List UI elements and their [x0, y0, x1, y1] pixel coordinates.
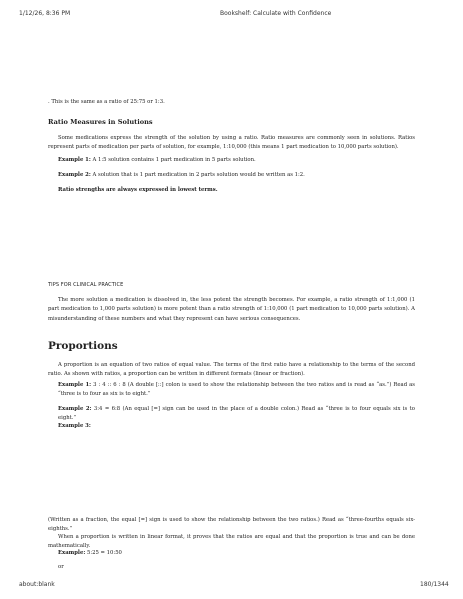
- ratio-note-text: Ratio strengths are always expressed in lowest terms.: [58, 187, 218, 193]
- example-1-text: A 1:5 solution contains 1 part medication in 5 parts solution.: [90, 157, 256, 163]
- proportions-paragraph: A proportion is an equation of two ratios of equal value. The terms of the first ratio have a relationship to the terms of the second ratio. As shown with ratios, a proportion can be written in different formats (linear or fraction).: [48, 362, 415, 378]
- linear-paragraph: When a proportion is written in linear format, it proves that the ratios are equal and that the proportion is true and can be done mathematically.: [48, 534, 415, 550]
- example-2-text: A solution that is 1 part medication in 2 parts solution would be written as 1:2.: [90, 172, 305, 178]
- proportion-example-1-label: Example 1:: [58, 382, 92, 388]
- or-text: or: [58, 564, 64, 570]
- proportions-heading: Proportions: [48, 340, 118, 352]
- linear-example: [58, 549, 415, 558]
- linear-example-label: Example:: [58, 550, 86, 556]
- footer-page-number: 180/1344: [420, 581, 449, 588]
- footer-url: about:blank: [19, 581, 55, 588]
- intro-tail: . This is the same as a ratio of 25:75 or 1:3.: [48, 99, 165, 105]
- ratio-note: [58, 186, 415, 195]
- fraction-note: (Written as a fraction, the equal [=] sign is used to show the relationship between the two ratios.) Read as “three-fourths equals six-eighths.”: [48, 517, 415, 533]
- proportion-example-3-label: Example 3:: [58, 423, 91, 429]
- ratio-heading: Ratio Measures in Solutions: [48, 118, 153, 126]
- proportion-example-2-text: 3:4 = 6:8 (An equal [=] sign can be used in the place of a double colon.) Read as “three is to four equals six is to eight.”: [58, 406, 415, 422]
- example-2-label: Example 2:: [58, 172, 91, 178]
- linear-example-text: 5:25 = 10:50: [85, 550, 122, 556]
- example-1-label: Example 1:: [58, 157, 91, 163]
- proportion-example-1: [58, 381, 415, 400]
- proportion-example-2: [58, 405, 415, 424]
- header-title: Bookshelf: Calculate with Confidence: [220, 10, 332, 17]
- example-2: [58, 171, 415, 180]
- ratio-paragraph: Some medications express the strength of the solution by using a ratio. Ratio measures are commonly seen in solutions. Ratios represent parts of medication per parts of solution, for example, 1:10,000 (this means 1 part medication to 10,000 parts solution).: [48, 135, 415, 151]
- proportion-example-3: [58, 422, 415, 431]
- tips-paragraph: The more solution a medication is dissolved in, the less potent the strength becomes. For example, a ratio strength of 1:1,000 (1 part medication to 1,000 parts solution) is more potent than a ratio strength of 1:10,000 (1 part medication to 10,000 parts solution). A misunderstanding of these numbers and what they represent can have serious consequences.: [48, 297, 415, 322]
- tips-label: TIPS FOR CLINICAL PRACTICE: [48, 282, 124, 288]
- proportion-example-2-label: Example 2:: [58, 406, 92, 412]
- proportion-example-1-text: 3 : 4 :: 6 : 8 (A double [::] colon is used to show the relationship between the two ratios and is read as “as.”) Read as “three is to four as six is to eight.”: [58, 382, 415, 398]
- header-datetime: 1/12/26, 8:36 PM: [19, 10, 71, 17]
- example-1: [58, 156, 415, 165]
